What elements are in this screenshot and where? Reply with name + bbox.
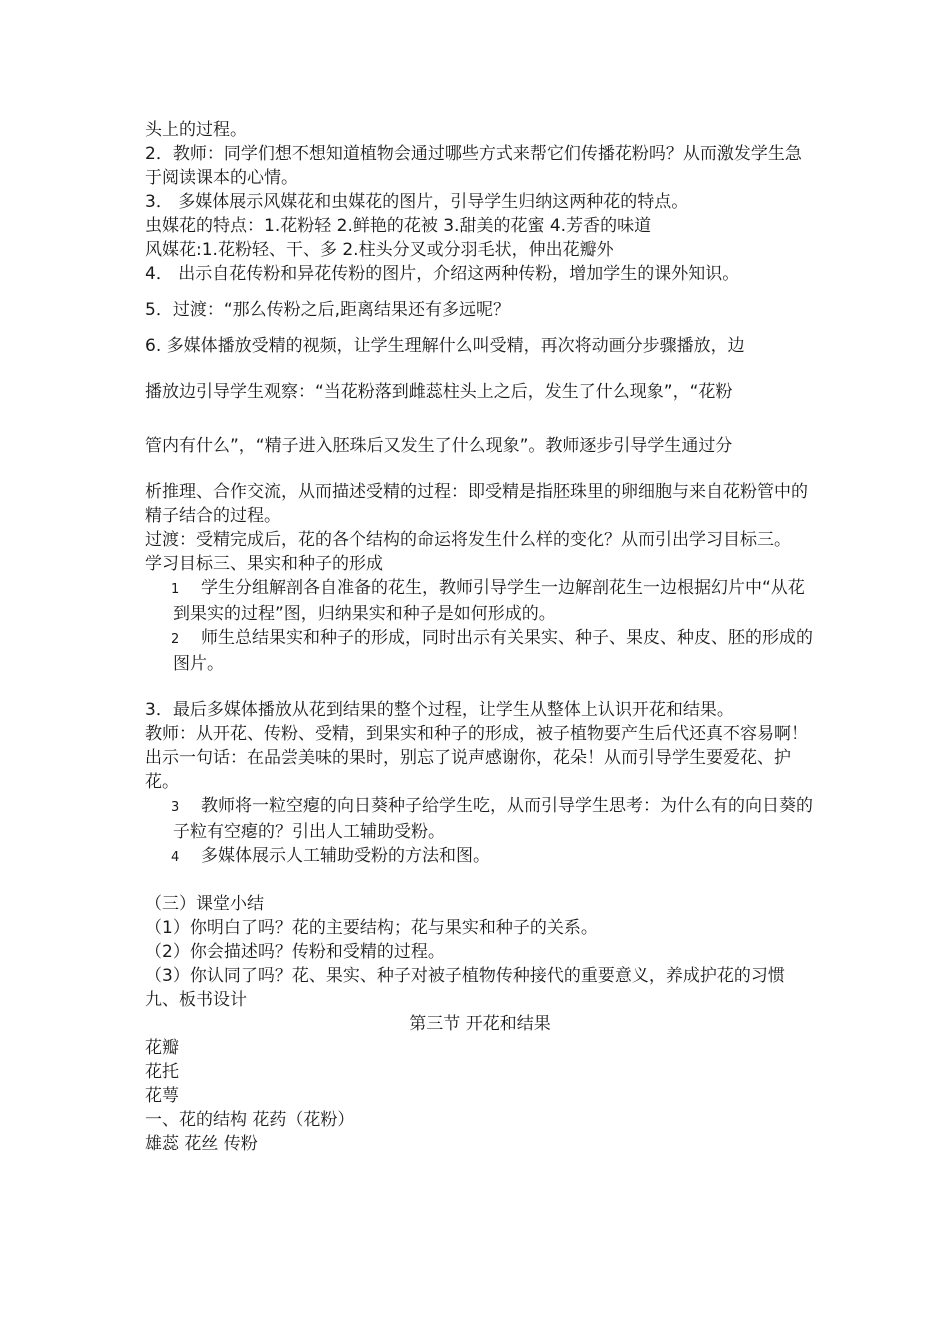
summary-item-3: （3）你认同了吗？花、果实、种子对被子植物传种接代的重要意义，养成护花的习惯 [145,966,785,986]
list-number: 2 [171,632,180,647]
teacher-paragraph: 教师：从开花、传粉、受精，到果实和种子的形成，被子植物要产生后代还真不容易啊！出示一句话：在品尝美味的果时，别忘了说声感谢你，花朵！从而引导学生要爱花、护花。 [145,724,808,792]
section-heading-board-design: 九、板书设计 [145,990,247,1010]
board-line-receptacle: 花托 [145,1062,179,1082]
list-number: 3 [171,800,180,815]
list-item-text: 多媒体展示人工辅助受粉的方法和图。 [201,846,490,866]
paragraph-4: 4． 出示自花传粉和异花传粉的图片，介绍这两种传粉，增加学生的课外知识。 [145,264,740,284]
document-page [145,118,815,1156]
board-line-petal: 花瓣 [145,1038,179,1058]
list-item-1 [145,576,815,626]
insect-pollinated-features: 虫媒花的特点：1.花粉轻 2.鲜艳的花被 3.甜美的花蜜 4.芳香的味道 [145,216,652,236]
list-number: 4 [171,850,180,865]
objective-three-heading: 学习目标三、果实和种子的形成 [145,554,383,574]
list-number: 1 [171,582,180,597]
transition-paragraph: 过渡：受精完成后，花的各个结构的命运将发生什么样的变化？从而引出学习目标三。 [145,530,791,550]
paragraph-6-line-3: 管内有什么”，“精子进入胚珠后又发生了什么现象”。教师逐步引导学生通过分 [145,436,733,456]
summary-heading: （三）课堂小结 [145,894,264,914]
paragraph-5: 5．过渡：“那么传粉之后,距离结果还有多远呢？ [145,300,511,320]
board-line-sepal: 花萼 [145,1086,179,1106]
board-line-flower-structure: 一、花的结构 花药（花粉） [145,1110,355,1130]
paragraph-1: 头上的过程。 [145,120,247,140]
list-item-4 [145,844,815,870]
board-title: 第三节 开花和结果 [409,1014,551,1034]
paragraph-6-line-4: 析推理、合作交流，从而描述受精的过程：即受精是指胚珠里的卵细胞与来自花粉管中的精子结合的过程。 [145,482,808,526]
list-item-text: 学生分组解剖各自准备的花生，教师引导学生一边解剖花生一边根据幻片中“从花到果实的过程”图，归纳果实和种子是如何形成的。 [173,578,805,624]
summary-item-2: （2）你会描述吗？传粉和受精的过程。 [145,942,445,962]
list-item-3 [145,794,815,844]
summary-item-1: （1）你明白了吗？花的主要结构；花与果实和种子的关系。 [145,918,598,938]
list-item-2 [145,626,815,676]
board-line-stamen: 雄蕊 花丝 传粉 [145,1134,258,1154]
paragraph-6-line-1: 6. 多媒体播放受精的视频，让学生理解什么叫受精，再次将动画分步骤播放，边 [145,336,745,356]
paragraph-final-playback: 3．最后多媒体播放从花到结果的整个过程，让学生从整体上认识开花和结果。 [145,700,734,720]
paragraph-3: 3． 多媒体展示风媒花和虫媒花的图片，引导学生归纳这两种花的特点。 [145,192,689,212]
list-item-text: 师生总结果实和种子的形成，同时出示有关果实、种子、果皮、种皮、胚的形成的图片。 [173,628,813,674]
list-item-text: 教师将一粒空瘪的向日葵种子给学生吃，从而引导学生思考：为什么有的向日葵的子粒有空瘪的？引出人工辅助受粉。 [173,796,813,842]
paragraph-2: 2．教师：同学们想不想知道植物会通过哪些方式来帮它们传播花粉吗？从而激发学生急于阅读课本的心情。 [145,144,802,188]
paragraph-6-line-2: 播放边引导学生观察：“当花粉落到雌蕊柱头上之后，发生了什么现象”，“花粉 [145,382,733,402]
wind-pollinated-features: 风媒花:1.花粉轻、干、多 2.柱头分叉或分羽毛状，伸出花瓣外 [145,240,614,260]
